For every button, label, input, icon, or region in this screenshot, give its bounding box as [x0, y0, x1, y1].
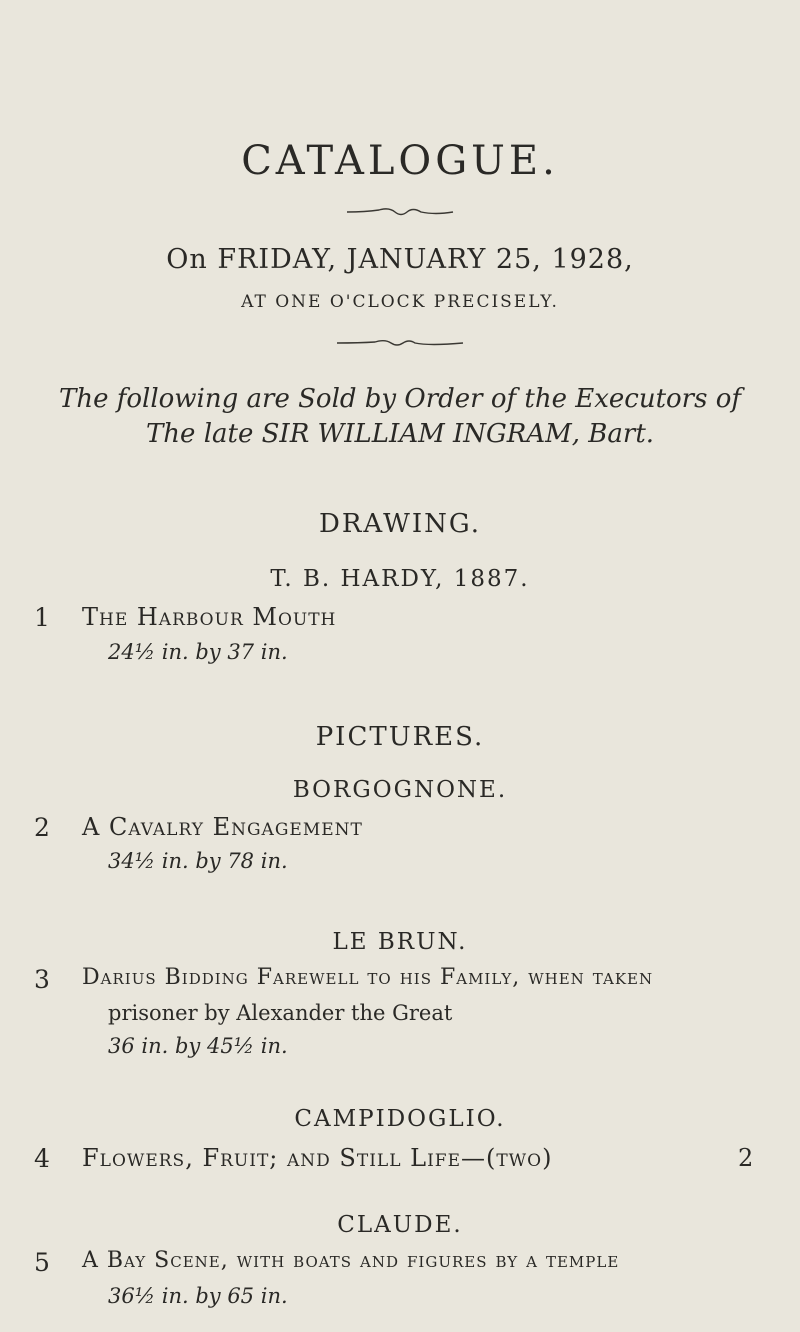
catalogue-title: CATALOGUE.: [241, 138, 559, 184]
lot-dimensions: 36 in. by 45½ in.: [108, 1034, 288, 1058]
lot-title: Darius Bidding Farewell to his Family, when taken: [82, 965, 654, 990]
lot-title: A Cavalry Engagement: [82, 813, 363, 841]
artist-heading-le-brun: LE BRUN.: [332, 929, 468, 955]
lot-dimensions: 34½ in. by 78 in.: [108, 849, 288, 873]
ornament-divider-bottom: [0, 337, 800, 349]
artist-heading-claude: CLAUDE.: [337, 1212, 463, 1238]
lot-dimensions: 36½ in. by 65 in.: [108, 1284, 288, 1308]
lot-number: 3: [34, 965, 50, 994]
lot-dimensions: 24½ in. by 37 in.: [108, 640, 288, 664]
lot-title: Flowers, Fruit; and Still Life—(two): [82, 1144, 553, 1172]
sale-date: On FRIDAY, JANUARY 25, 1928,: [166, 244, 634, 275]
artist-heading-campidoglio: CAMPIDOGLIO.: [294, 1106, 506, 1132]
lot-number: 1: [34, 603, 50, 632]
lot-number: 4: [34, 1144, 50, 1173]
lot-title: The Harbour Mouth: [82, 603, 337, 631]
ornament-divider-icon: [345, 206, 455, 218]
section-heading-pictures: PICTURES.: [315, 722, 485, 752]
ornament-divider-top: [0, 206, 800, 218]
artist-heading-hardy: T. B. HARDY, 1887.: [270, 566, 530, 592]
lot-title-continued: prisoner by Alexander the Great: [108, 1001, 453, 1025]
lot-number: 5: [34, 1248, 50, 1277]
lot-quantity: 2: [738, 1144, 754, 1172]
lot-title: A Bay Scene, with boats and figures by a temple: [82, 1248, 620, 1273]
ornament-divider-icon: [335, 337, 465, 349]
intro-line-2: The late SIR WILLIAM INGRAM, Bart.: [145, 419, 655, 449]
artist-heading-borgognone: BORGOGNONE.: [292, 777, 508, 803]
section-heading-drawing: DRAWING.: [319, 509, 481, 539]
sale-time: AT ONE O'CLOCK PRECISELY.: [241, 292, 559, 312]
intro-line-1: The following are Sold by Order of the Executors of: [59, 384, 741, 414]
lot-number: 2: [34, 813, 50, 842]
